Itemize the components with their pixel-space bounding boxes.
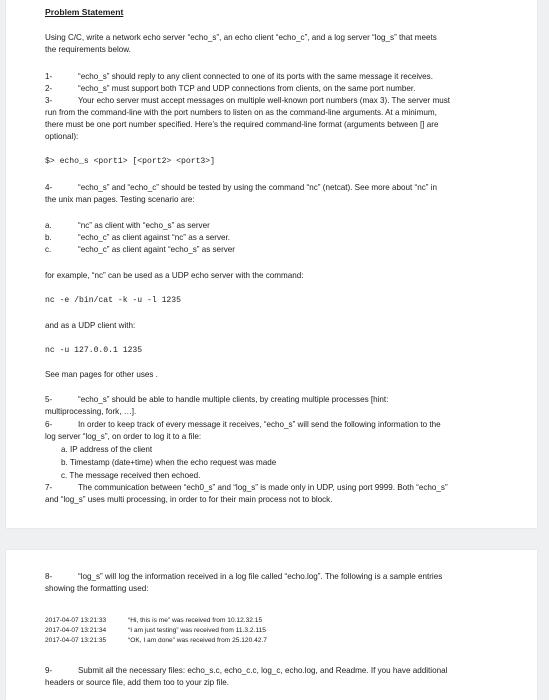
item-number: 1- xyxy=(45,72,53,81)
log-message: “OK, I am done” was received from 25.120.42.7 xyxy=(128,637,267,644)
page-title: Problem Statement xyxy=(45,7,124,17)
log-timestamp: 2017-04-07 13:21:35 xyxy=(45,637,107,644)
item-4-line-1: “echo_s” and “echo_c” should be tested by using the command “nc” (netcat). See more about “nc” in xyxy=(78,183,438,192)
scenario-c: “echo_c” as client againt “echo_s” as server xyxy=(78,245,236,254)
item-6-sub-c: c. The message received then echoed. xyxy=(61,471,201,480)
item-5-line-1: “echo_s” should be able to handle multiple clients, by creating multiple processes [hint: xyxy=(78,395,389,404)
document-page-1 xyxy=(6,0,537,528)
item-number: 6- xyxy=(45,420,53,429)
sub-item-letter: b. xyxy=(45,233,52,242)
item-number: 5- xyxy=(45,395,53,404)
example-server-text: for example, “nc” can be used as a UDP echo server with the command: xyxy=(45,271,304,280)
item-3-line-4: optional): xyxy=(45,132,79,141)
command-server: nc -e /bin/cat -k -u -l 1235 xyxy=(45,296,181,305)
item-3-line-3: there must be one port number specified. Here’s the required command-line format (arguments between [] are xyxy=(45,120,439,129)
scenario-b: “echo_c” as client against “nc” as a server. xyxy=(78,233,231,242)
item-number: 3- xyxy=(45,96,53,105)
item-9-line-2: headers or source file, add them too to your zip file. xyxy=(45,678,230,687)
log-timestamp: 2017-04-07 13:21:33 xyxy=(45,617,107,624)
item-6-line-1: In order to keep track of every message it receives, “echo_s” will send the following information to the xyxy=(78,420,441,429)
item-number: 7- xyxy=(45,483,53,492)
document-page-2 xyxy=(6,550,537,700)
log-message: “I am just testing” was received from 11.3.2.115 xyxy=(128,627,266,634)
log-timestamp: 2017-04-07 13:21:34 xyxy=(45,627,107,634)
item-8-line-2: showing the formatting used: xyxy=(45,584,149,593)
intro-line-1: Using C/C, write a network echo server “echo_s”, an echo client “echo_c”, and a log server “log_s” that meets xyxy=(45,33,437,42)
item-7-line-2: and “log_s” uses multi processing, in order to for their main process not to block. xyxy=(45,495,333,504)
item-7-line-1: The communication between “ech0_s” and “log_s” is made only in UDP, using port 9999. Both “echo_s” xyxy=(78,483,448,492)
example-client-text: and as a UDP client with: xyxy=(45,321,136,330)
item-number: 9- xyxy=(45,666,53,675)
item-1-text: “echo_s” should reply to any client connected to one of its ports with the same message it receives. xyxy=(78,72,433,81)
item-2-text: “echo_s” must support both TCP and UDP connections from clients, on the same port number. xyxy=(78,84,416,93)
log-message: “Hi, this is me” was received from 10.12.32.15 xyxy=(128,617,263,624)
see-man-text: See man pages for other uses . xyxy=(45,370,158,379)
intro-line-2: the requirements below. xyxy=(45,45,131,54)
item-8-line-1: “log_s” will log the information received in a log file called “echo.log”. The following is a sample entries xyxy=(78,572,443,581)
item-9-line-1: Submit all the necessary files: echo_s.c, echo_c.c, log_c, echo.log, and Readme. If you have additional xyxy=(78,666,448,675)
scenario-a: “nc” as client with “echo_s” as server xyxy=(78,221,210,230)
item-number: 4- xyxy=(45,183,53,192)
item-6-line-2: log server “log_s”, on order to log it to a file: xyxy=(45,432,202,441)
sub-item-letter: a. xyxy=(45,221,52,230)
item-number: 2- xyxy=(45,84,53,93)
item-5-line-2: multiprocessing, fork, …]. xyxy=(45,407,137,416)
item-3-line-1: Your echo server must accept messages on multiple well-known port numbers (max 3). The server must xyxy=(78,96,451,105)
item-6-sub-a: a. IP address of the client xyxy=(61,445,153,454)
sub-item-letter: c. xyxy=(45,245,52,254)
item-6-sub-b: b. Timestamp (date+time) when the echo request was made xyxy=(61,458,277,467)
item-3-line-2: run from the command-line with the port numbers to listen on as the command-line arguments. At a minimum, xyxy=(45,108,437,117)
command-client: nc -u 127.0.0.1 1235 xyxy=(45,346,143,355)
item-4-line-2: the unix man pages. Testing scenario are: xyxy=(45,195,195,204)
command-format: $> echo_s <port1> [<port2> <port3>] xyxy=(45,157,215,166)
item-number: 8- xyxy=(45,572,53,581)
